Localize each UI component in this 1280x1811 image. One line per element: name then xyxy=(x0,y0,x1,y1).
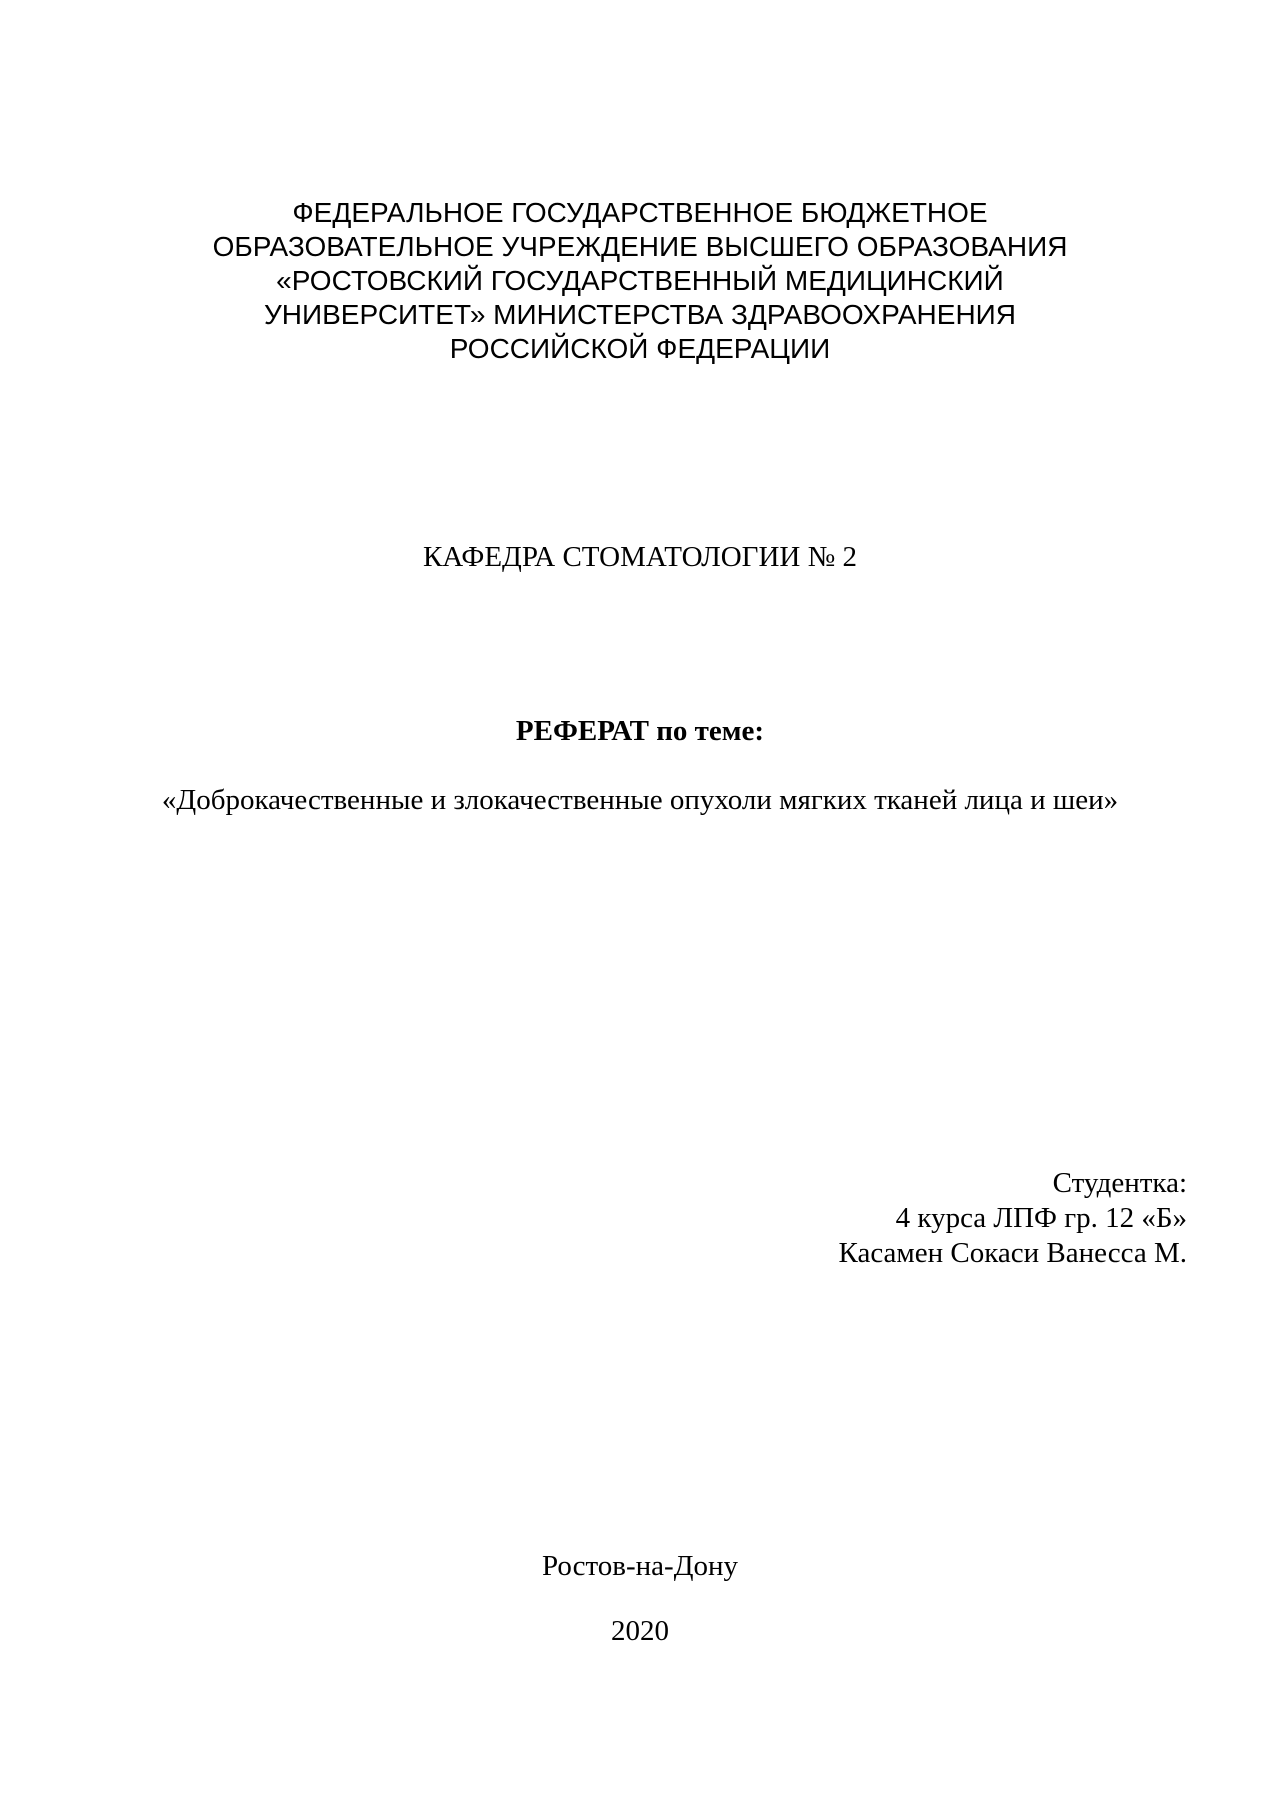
department-title: КАФЕДРА СТОМАТОЛОГИИ № 2 xyxy=(422,541,858,573)
header-line-2: ОБРАЗОВАТЕЛЬНОЕ УЧРЕЖДЕНИЕ ВЫСШЕГО ОБРАЗОВАНИЯ xyxy=(212,231,1068,262)
author-name: Касамен Сокаси Ванесса М. xyxy=(838,1237,1187,1269)
header-line-4: УНИВЕРСИТЕТ» МИНИСТЕРСТВА ЗДРАВООХРАНЕНИЯ xyxy=(263,299,1017,330)
header-line-1: ФЕДЕРАЛЬНОЕ ГОСУДАРСТВЕННОЕ БЮДЖЕТНОЕ xyxy=(292,197,988,228)
year: 2020 xyxy=(611,1615,669,1647)
report-heading: РЕФЕРАТ по теме: xyxy=(515,715,765,747)
author-role: Студентка: xyxy=(1052,1167,1187,1199)
header-line-5: РОССИЙСКОЙ ФЕДЕРАЦИИ xyxy=(449,333,831,364)
author-course: 4 курса ЛПФ гр. 12 «Б» xyxy=(895,1202,1187,1234)
city: Ростов-на-Дону xyxy=(542,1550,738,1582)
header-line-3: «РОСТОВСКИЙ ГОСУДАРСТВЕННЫЙ МЕДИЦИНСКИЙ xyxy=(276,265,1004,296)
report-topic: «Доброкачественные и злокачественные опухоли мягких тканей лица и шеи» xyxy=(161,784,1119,816)
